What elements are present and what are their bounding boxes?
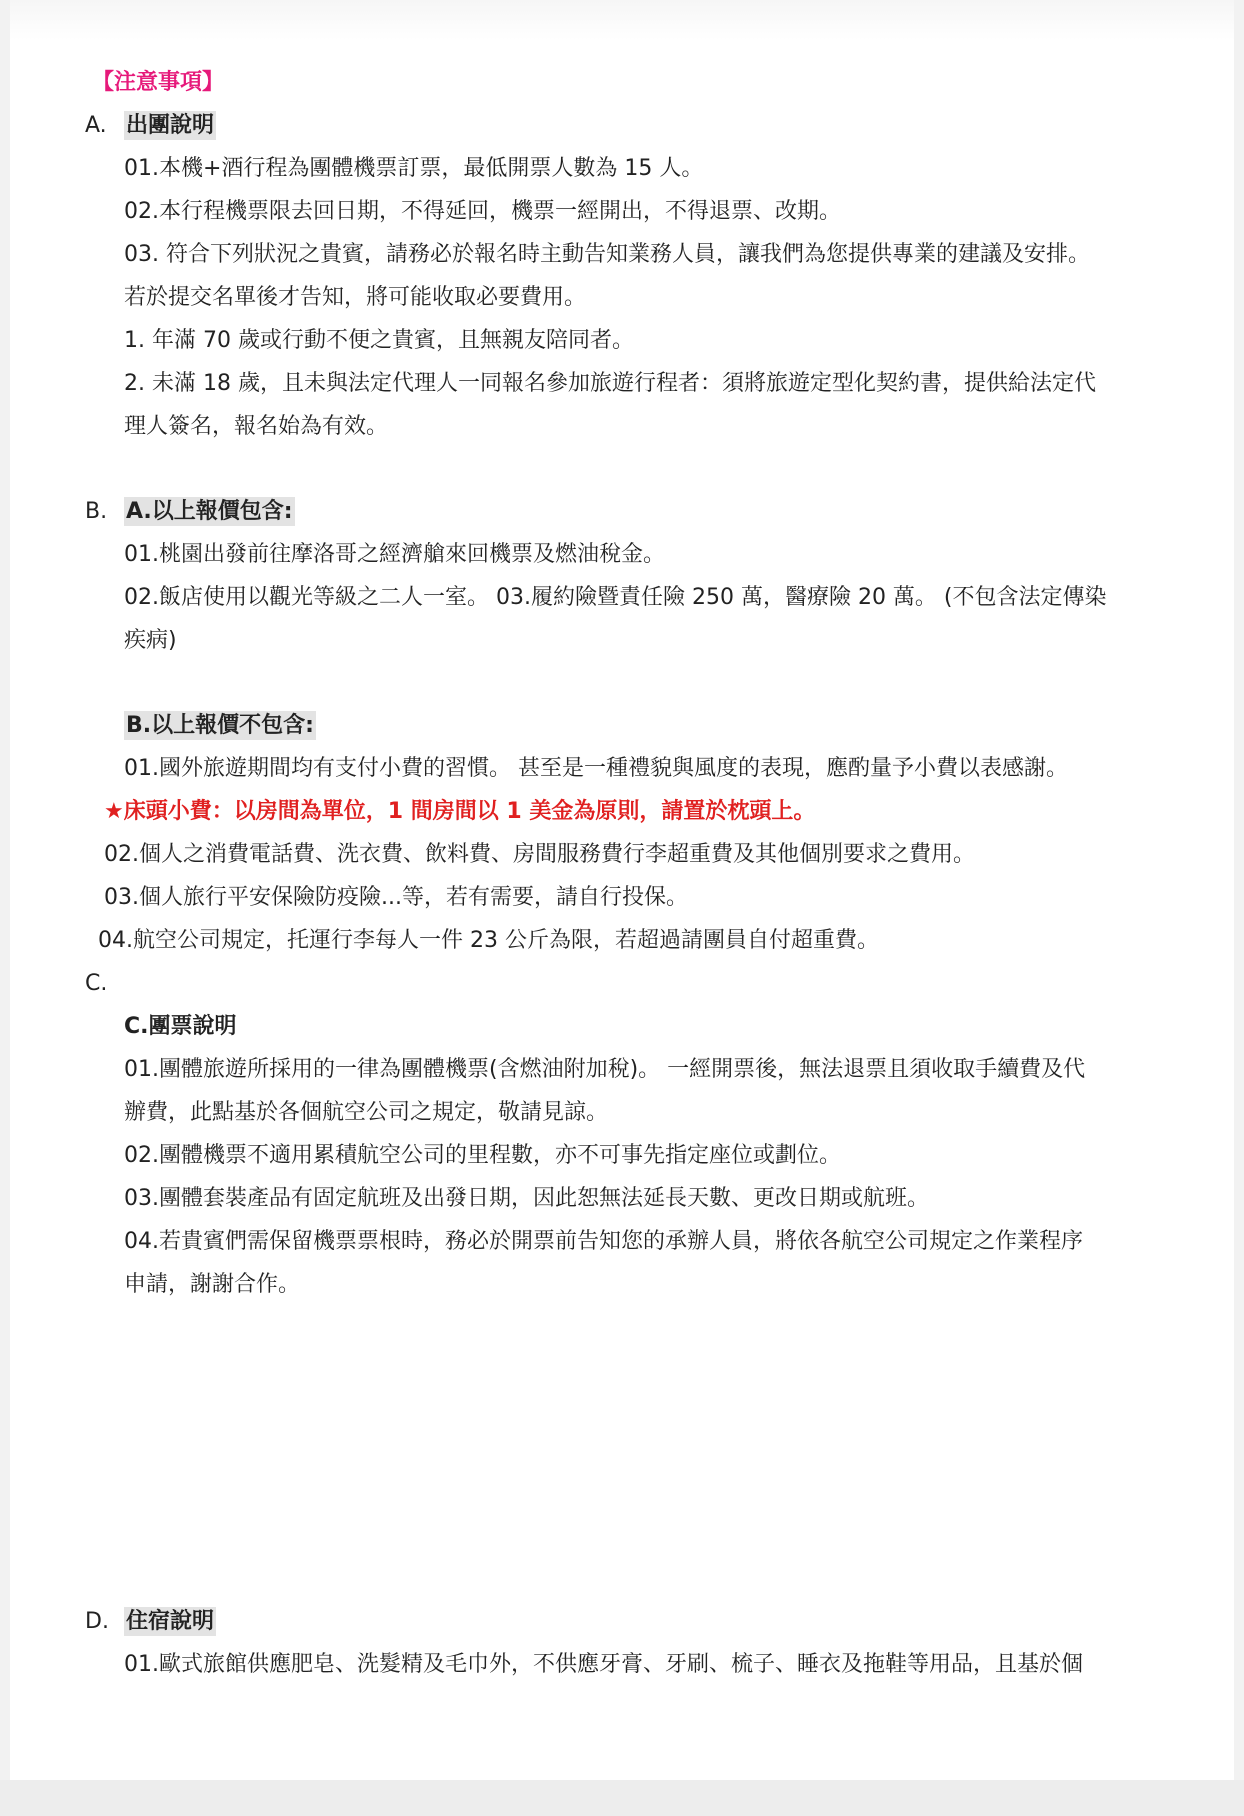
- section-a-line-2: 02.本行程機票限去回日期，不得延回，機票一經開出，不得退票、改期。: [124, 199, 841, 224]
- section-d-heading: 住宿說明: [126, 1609, 215, 1634]
- section-c-line-6: 申請，謝謝合作。: [124, 1272, 301, 1297]
- section-c-line-3: 02.團體機票不適用累積航空公司的里程數，亦不可事先指定座位或劃位。: [124, 1143, 841, 1168]
- section-b-excluded-line-4: 04.航空公司規定，托運行李每人一件 23 公斤為限，若超過請團員自付超重費。: [98, 928, 879, 953]
- section-a-line-7: 理人簽名，報名始為有效。: [124, 414, 389, 439]
- section-b-excluded-heading: B.以上報價不包含:: [126, 713, 314, 738]
- section-c-line-2: 辦費，此點基於各個航空公司之規定，敬請見諒。: [124, 1100, 609, 1125]
- section-a-line-5: 1. 年滿 70 歲或行動不便之貴賓，且無親友陪同者。: [124, 328, 634, 353]
- bottom-bar: [0, 1780, 1244, 1816]
- section-a-line-4: 若於提交名單後才告知，將可能收取必要費用。: [124, 285, 587, 310]
- section-b-excluded-line-2: 02.個人之消費電話費、洗衣費、飲料費、房間服務費行李超重費及其他個別要求之費用。: [104, 842, 975, 867]
- notice-title: 【注意事項】: [92, 70, 225, 95]
- section-a-line-6: 2. 未滿 18 歲，且未與法定代理人一同報名參加旅遊行程者：須將旅遊定型化契約書，提供給法定代: [124, 371, 1096, 396]
- section-b-excluded-line-1: 01.國外旅遊期間均有支付小費的習慣。 甚至是一種禮貌與風度的表現，應酌量予小費以表感謝。: [124, 756, 1068, 781]
- section-b-included-line-3: 疾病): [124, 628, 177, 653]
- section-c-letter: C.: [85, 971, 108, 996]
- section-a-line-3: 03. 符合下列狀況之貴賓，請務必於報名時主動告知業務人員，讓我們為您提供專業的建議及安排。: [124, 242, 1090, 267]
- section-b-included-line-2: 02.飯店使用以觀光等級之二人一室。 03.履約險暨責任險 250 萬，醫療險 20 萬。 (不包含法定傳染: [124, 585, 1107, 610]
- section-d-letter: D.: [85, 1609, 109, 1634]
- section-b-letter: B.: [85, 499, 108, 524]
- section-b-included-heading: A.以上報價包含:: [126, 499, 293, 524]
- section-d-line-1: 01.歐式旅館供應肥皂、洗髮精及毛巾外，不供應牙膏、牙刷、梳子、睡衣及拖鞋等用品，且基於個: [124, 1652, 1083, 1677]
- section-a-line-1: 01.本機+酒行程為團體機票訂票，最低開票人數為 15 人。: [124, 156, 704, 181]
- tip-note: ★床頭小費：以房間為單位，1 間房間以 1 美金為原則，請置於枕頭上。: [104, 799, 816, 824]
- section-a-letter: A.: [85, 113, 107, 138]
- section-c-line-1: 01.團體旅遊所採用的一律為團體機票(含燃油附加稅)。 一經開票後，無法退票且須收取手續費及代: [124, 1057, 1086, 1082]
- section-b-included-line-1: 01.桃園出發前往摩洛哥之經濟艙來回機票及燃油稅金。: [124, 542, 665, 567]
- section-a-heading: 出團說明: [126, 113, 215, 138]
- section-c-heading: C.團票說明: [124, 1014, 237, 1039]
- section-c-line-4: 03.團體套裝產品有固定航班及出發日期，因此恕無法延長天數、更改日期或航班。: [124, 1186, 929, 1211]
- section-c-line-5: 04.若貴賓們需保留機票票根時，務必於開票前告知您的承辦人員，將依各航空公司規定之作業程序: [124, 1229, 1083, 1254]
- section-b-excluded-line-3: 03.個人旅行平安保險防疫險...等，若有需要，請自行投保。: [104, 885, 688, 910]
